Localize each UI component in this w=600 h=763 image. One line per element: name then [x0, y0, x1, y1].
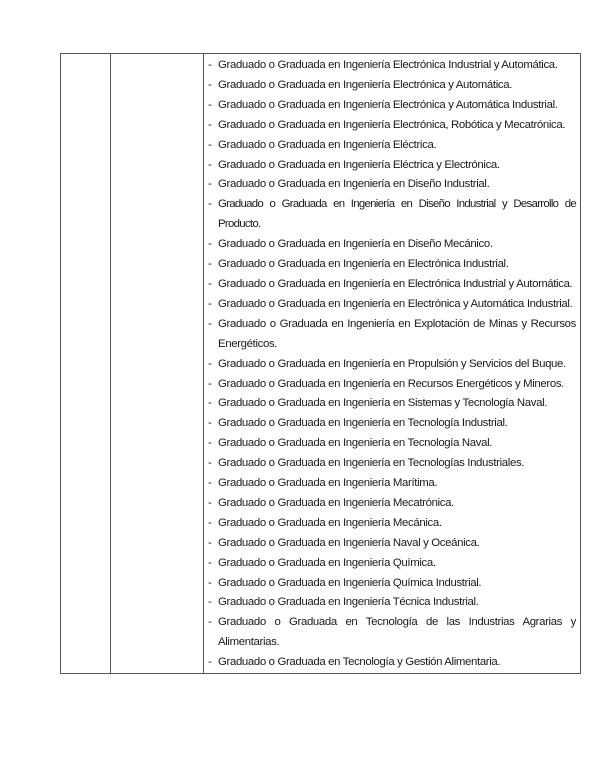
list-item [208, 76, 576, 96]
list-bullet: - [208, 397, 212, 410]
degree-name: Graduado o Graduada en Ingeniería en Tecnologías Industriales. [218, 457, 525, 470]
list-item [208, 195, 576, 235]
degree-name: Graduado o Graduada en Ingeniería en Electrónica y Automática Industrial. [218, 297, 573, 310]
degree-name: Graduado o Graduada en Ingeniería en Explotación de Minas y Recursos Energéticos. [218, 317, 576, 350]
list-bullet: - [208, 297, 212, 310]
list-bullet: - [208, 477, 212, 490]
degree-name: Graduado o Graduada en Ingeniería Marítima. [218, 477, 438, 490]
list-bullet: - [208, 317, 212, 330]
degree-name: Graduado o Graduada en Ingeniería en Tecnología Naval. [218, 437, 493, 450]
list-bullet: - [208, 496, 212, 509]
degree-name: Graduado o Graduada en Tecnología y Gestión Alimentaria. [218, 656, 501, 669]
list-bullet: - [208, 457, 212, 470]
list-item [208, 175, 576, 195]
degree-name: Graduado o Graduada en Ingeniería Química Industrial. [218, 576, 482, 589]
list-bullet: - [208, 158, 212, 171]
list-bullet: - [208, 437, 212, 450]
list-bullet: - [208, 596, 212, 609]
table-cell-second [111, 54, 204, 674]
degree-table [60, 53, 581, 674]
degree-name: Graduado o Graduada en Ingeniería en Electrónica Industrial. [218, 258, 509, 271]
table-cell-degrees [204, 54, 581, 674]
list-item [208, 454, 576, 474]
degree-list [204, 54, 580, 673]
list-item [208, 255, 576, 275]
list-item [208, 355, 576, 375]
list-item [208, 494, 576, 514]
list-item [208, 514, 576, 534]
list-bullet: - [208, 377, 212, 390]
degree-name: Graduado o Graduada en Ingeniería Técnica Industrial. [218, 596, 479, 609]
list-item [208, 56, 576, 76]
list-bullet: - [208, 417, 212, 430]
degree-name: Graduado o Graduada en Ingeniería Eléctrica. [218, 138, 437, 151]
list-item [208, 574, 576, 594]
list-item [208, 534, 576, 554]
degree-name: Graduado o Graduada en Ingeniería en Diseño Mecánico. [218, 238, 493, 251]
list-bullet: - [208, 138, 212, 151]
degree-name: Graduado o Graduada en Ingeniería Mecatrónica. [218, 496, 454, 509]
list-bullet: - [208, 616, 212, 629]
degree-name: Graduado o Graduada en Ingeniería Electrónica, Robótica y Mecatrónica. [218, 118, 566, 131]
list-bullet: - [208, 516, 212, 529]
table-row [61, 54, 581, 674]
degree-name: Graduado o Graduada en Ingeniería Química. [218, 556, 436, 569]
list-item [208, 414, 576, 434]
list-item [208, 474, 576, 494]
list-item [208, 96, 576, 116]
list-item [208, 315, 576, 355]
list-item [208, 275, 576, 295]
list-bullet: - [208, 178, 212, 191]
list-bullet: - [208, 198, 212, 211]
degree-name: Graduado o Graduada en Ingeniería en Sistemas y Tecnología Naval. [218, 397, 548, 410]
degree-name: Graduado o Graduada en Ingeniería en Recursos Energéticos y Mineros. [218, 377, 564, 390]
degree-name: Graduado o Graduada en Ingeniería Electrónica y Automática Industrial. [218, 98, 558, 111]
list-bullet: - [208, 78, 212, 91]
degree-name: Graduado o Graduada en Ingeniería Naval y Oceánica. [218, 536, 480, 549]
list-bullet: - [208, 536, 212, 549]
degree-name: Graduado o Graduada en Ingeniería en Propulsión y Servicios del Buque. [218, 357, 566, 370]
list-bullet: - [208, 656, 212, 669]
list-item [208, 653, 576, 673]
degree-name: Graduado o Graduada en Ingeniería Mecánica. [218, 516, 442, 529]
degree-name: Graduado o Graduada en Tecnología de las Industrias Agrarias y Alimentarias. [218, 616, 576, 649]
degree-name: Graduado o Graduada en Ingeniería Electrónica Industrial y Automática. [218, 59, 558, 71]
list-item [208, 116, 576, 136]
list-item [208, 235, 576, 255]
list-item [208, 136, 576, 156]
list-bullet: - [208, 576, 212, 589]
list-item [208, 375, 576, 395]
degree-name: Graduado o Graduada en Ingeniería Eléctrica y Electrónica. [218, 158, 500, 171]
list-item [208, 295, 576, 315]
list-item [208, 156, 576, 176]
list-bullet: - [208, 277, 212, 290]
list-bullet: - [208, 357, 212, 370]
degree-name: Graduado o Graduada en Ingeniería en Diseño Industrial. [218, 178, 490, 191]
list-item [208, 593, 576, 613]
list-bullet: - [208, 238, 212, 251]
list-bullet: - [208, 258, 212, 271]
degree-name: Graduado o Graduada en Ingeniería en Diseño Industrial y Desarrollo de Producto. [218, 198, 576, 231]
list-bullet: - [208, 118, 212, 131]
list-item [208, 554, 576, 574]
degree-name: Graduado o Graduada en Ingeniería en Tecnología Industrial. [218, 417, 508, 430]
degree-name: Graduado o Graduada en Ingeniería Electrónica y Automática. [218, 78, 513, 91]
list-bullet: - [208, 59, 212, 71]
list-item [208, 434, 576, 454]
list-item [208, 394, 576, 414]
list-item [208, 613, 576, 653]
degree-name: Graduado o Graduada en Ingeniería en Electrónica Industrial y Automática. [218, 277, 573, 290]
list-bullet: - [208, 98, 212, 111]
list-bullet: - [208, 556, 212, 569]
table-cell-first [61, 54, 111, 674]
